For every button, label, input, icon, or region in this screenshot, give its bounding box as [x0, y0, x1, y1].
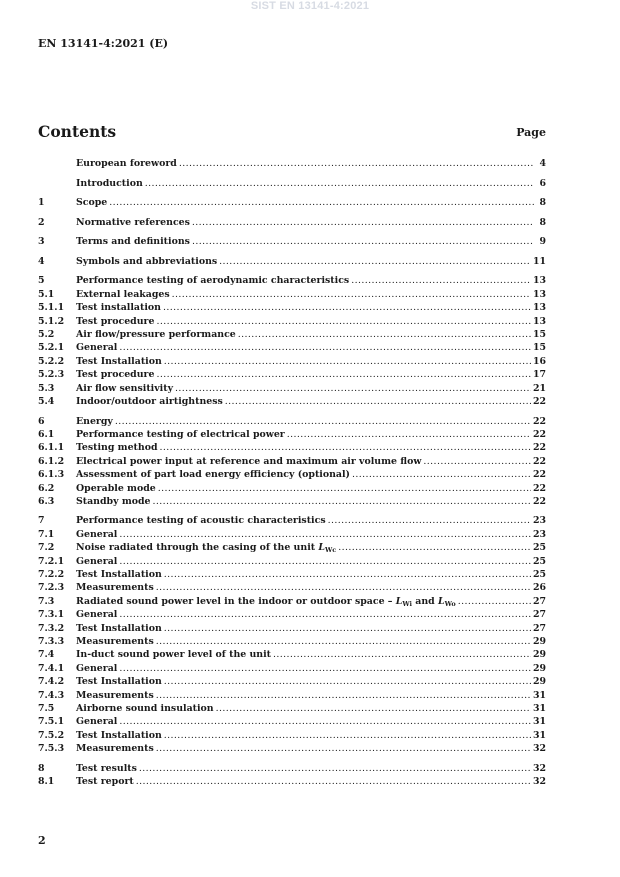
- dot-leader: [164, 675, 531, 688]
- toc-number: 6.3: [38, 495, 55, 507]
- toc-number: 6.1.3: [38, 469, 65, 481]
- watermark: SIST EN 13141-4:2021: [250, 0, 370, 12]
- toc-title: Test Installation: [76, 622, 162, 634]
- dot-leader: [158, 482, 531, 495]
- dot-leader: [458, 595, 531, 608]
- dot-leader: [119, 555, 531, 568]
- toc-page-number: 23: [532, 515, 546, 527]
- toc-number: 7.2.1: [38, 555, 65, 567]
- toc-page-number: 32: [532, 743, 546, 755]
- toc-page-number: 32: [532, 762, 546, 774]
- toc-number: 8: [38, 762, 45, 774]
- toc-number: 5: [38, 275, 45, 287]
- toc-page-number: 29: [532, 676, 546, 688]
- dot-leader: [156, 742, 531, 755]
- toc-number: 5.1.2: [38, 315, 65, 327]
- toc-entry[interactable]: [38, 341, 546, 354]
- dot-leader: [216, 702, 531, 715]
- toc-title: Test Installation: [76, 676, 162, 688]
- toc-title: Introduction: [76, 177, 143, 189]
- toc-page-number: 22: [532, 415, 546, 427]
- toc-page-number: 22: [532, 469, 546, 481]
- toc-page-number: 26: [532, 582, 546, 594]
- dot-leader: [156, 368, 531, 381]
- toc-title: Measurements: [76, 689, 154, 701]
- toc-title: Measurements: [76, 743, 154, 755]
- dot-leader: [164, 729, 531, 742]
- toc-page-number: 13: [532, 275, 546, 287]
- symbol-subscript: Wo: [444, 599, 456, 608]
- dot-leader: [164, 568, 531, 581]
- toc-number: 1: [38, 197, 45, 209]
- toc-page-number: 25: [532, 555, 546, 567]
- dot-leader: [163, 301, 531, 314]
- toc-entry[interactable]: [38, 395, 546, 408]
- toc-page-number: 29: [532, 636, 546, 647]
- toc-title: Test Installation: [76, 355, 162, 367]
- toc-number: 5.2.2: [38, 355, 65, 367]
- toc-title: Noise radiated through the casing of the unit $L_{Wc}$: [76, 542, 337, 555]
- dot-leader: [119, 528, 531, 541]
- dot-leader: [145, 177, 534, 190]
- toc-entry[interactable]: [38, 441, 546, 454]
- symbol-subscript: Wc: [324, 546, 337, 555]
- toc-entry[interactable]: [38, 581, 546, 594]
- dot-leader: [179, 157, 534, 170]
- toc-number: 7.3: [38, 595, 55, 607]
- toc-entry[interactable]: [38, 762, 546, 775]
- dot-leader: [136, 775, 531, 788]
- toc-title: In-duct sound power level of the unit: [76, 649, 272, 661]
- dot-leader: [156, 689, 531, 702]
- toc-number: 7.4: [38, 649, 55, 661]
- toc-entry[interactable]: [38, 775, 546, 788]
- toc-title: Electrical power input at reference and maximum air volume flow: [76, 455, 422, 467]
- toc-number: 5.2.3: [38, 369, 65, 381]
- toc-number: 5.4: [38, 395, 55, 407]
- dot-leader: [139, 762, 531, 775]
- toc-page-number: 8: [539, 197, 546, 209]
- toc-title: Air flow/pressure performance: [76, 329, 236, 341]
- toc-entry[interactable]: [38, 541, 546, 554]
- toc-page-number: 25: [532, 569, 546, 581]
- dot-leader: [172, 288, 531, 301]
- toc-entry[interactable]: [38, 482, 546, 495]
- dot-leader: [160, 441, 531, 454]
- toc-entry[interactable]: [38, 216, 546, 229]
- toc-entry[interactable]: [38, 428, 546, 441]
- toc-number: 6.2: [38, 482, 55, 494]
- toc-number: 7.4.1: [38, 662, 65, 674]
- dot-leader: [351, 274, 531, 287]
- toc-title: Normative references: [76, 216, 190, 228]
- toc-page-number: 25: [532, 542, 546, 554]
- toc-title: Scope: [76, 197, 108, 209]
- toc-number: 7.5.1: [38, 716, 65, 728]
- toc-entry[interactable]: [38, 157, 546, 170]
- toc-title: Indoor/outdoor airtightness: [76, 395, 223, 407]
- toc-page-number: 27: [532, 609, 546, 621]
- dot-leader: [328, 514, 531, 527]
- dot-leader: [175, 382, 531, 395]
- toc-entry[interactable]: [38, 355, 546, 368]
- toc-number: 5.2.1: [38, 342, 65, 354]
- toc-page-number: 32: [532, 776, 546, 788]
- toc-page-number: 29: [532, 662, 546, 674]
- toc-number: 7.5.3: [38, 743, 65, 755]
- toc-title: General: [76, 555, 118, 567]
- toc-number: 8.1: [38, 776, 55, 788]
- toc-entry[interactable]: [38, 742, 546, 755]
- toc-title: Performance testing of electrical power: [76, 428, 285, 440]
- dot-leader: [192, 216, 534, 229]
- toc-number: 7.2.3: [38, 582, 65, 594]
- toc-title: General: [76, 609, 118, 621]
- dot-leader: [219, 255, 531, 268]
- toc-entry[interactable]: [38, 468, 546, 481]
- dot-leader: [119, 662, 531, 675]
- toc-page-number: 6: [539, 177, 546, 189]
- toc-entry[interactable]: [38, 415, 546, 428]
- toc-number: 7.4.3: [38, 689, 65, 701]
- toc-entry[interactable]: [38, 662, 546, 675]
- toc-entry[interactable]: [38, 274, 546, 287]
- toc-title: Measurements: [76, 582, 154, 594]
- toc-title: European foreword: [76, 158, 177, 169]
- toc-entry[interactable]: [38, 595, 546, 608]
- toc-number: 7: [38, 515, 45, 527]
- toc-page-number: 31: [532, 702, 546, 714]
- symbol: L: [438, 595, 445, 607]
- toc-page-number: 22: [532, 428, 546, 440]
- toc-page-number: 13: [532, 315, 546, 327]
- toc-entry[interactable]: [38, 196, 546, 209]
- toc-title: Test Installation: [76, 729, 162, 741]
- toc-page-number: 29: [532, 649, 546, 661]
- toc-entry[interactable]: [38, 675, 546, 688]
- toc-title: Radiated sound power level in the indoor or outdoor space – $L_{Wi}$ and $L_{Wo}$: [76, 595, 456, 608]
- toc-title: Test procedure: [76, 369, 155, 381]
- dot-leader: [164, 622, 531, 635]
- toc-page-number: 15: [532, 342, 546, 354]
- toc-title: Standby mode: [76, 495, 151, 507]
- toc-number: 2: [38, 216, 45, 228]
- dot-leader: [109, 196, 534, 209]
- toc-title: Energy: [76, 415, 113, 427]
- toc-page-number: 4: [539, 158, 546, 169]
- dot-leader: [423, 455, 531, 468]
- toc-page-number: 27: [532, 595, 546, 607]
- toc-page-number: 22: [532, 395, 546, 407]
- toc-title: General: [76, 528, 118, 540]
- toc-number: 7.3.3: [38, 636, 65, 647]
- toc-title: Symbols and abbreviations: [76, 255, 218, 267]
- toc-entry[interactable]: [38, 635, 546, 648]
- toc-title: Operable mode: [76, 482, 156, 494]
- toc-entry[interactable]: [38, 715, 546, 728]
- toc-title: Test installation: [76, 302, 161, 314]
- toc-number: 5.1: [38, 288, 55, 300]
- page-title: Contents: [38, 122, 117, 141]
- dot-leader: [156, 581, 531, 594]
- toc-number: 7.2.2: [38, 569, 65, 581]
- toc-entry[interactable]: [38, 328, 546, 341]
- toc-title: Test Installation: [76, 569, 162, 581]
- toc-entry[interactable]: [38, 608, 546, 621]
- dot-leader: [156, 315, 531, 328]
- toc-page-number: 31: [532, 729, 546, 741]
- symbol: L: [395, 595, 403, 607]
- toc-entry[interactable]: [38, 177, 546, 190]
- toc-title: General: [76, 342, 118, 354]
- dot-leader: [115, 415, 531, 428]
- toc-page-number: 16: [532, 355, 546, 367]
- dot-leader: [119, 341, 531, 354]
- document-id: EN 13141-4:2021 (E): [38, 37, 169, 50]
- toc-entry[interactable]: [38, 729, 546, 742]
- toc-page-number: 13: [532, 302, 546, 314]
- toc-entry[interactable]: [38, 235, 546, 248]
- toc-page-number: 21: [532, 382, 546, 394]
- toc-number: 7.3.1: [38, 609, 65, 621]
- toc-page-number: 31: [532, 716, 546, 728]
- dot-leader: [225, 395, 531, 408]
- toc-entry[interactable]: [38, 315, 546, 328]
- toc-entry[interactable]: [38, 382, 546, 395]
- page-column-label: Page: [516, 126, 546, 139]
- toc-page-number: 27: [532, 622, 546, 634]
- toc-page-number: 11: [532, 255, 546, 267]
- toc-page-number: 9: [539, 236, 546, 248]
- dot-leader: [119, 715, 531, 728]
- toc-title: Test procedure: [76, 315, 155, 327]
- toc-number: 7.5: [38, 702, 55, 714]
- toc-title: Testing method: [76, 442, 158, 454]
- toc-title: Assessment of part load energy efficiency (optional): [76, 469, 350, 481]
- toc-entry[interactable]: [38, 555, 546, 568]
- toc-entry[interactable]: [38, 514, 546, 527]
- toc-number: 5.2: [38, 329, 55, 341]
- toc-entry[interactable]: [38, 368, 546, 381]
- toc-number: 6.1.1: [38, 442, 65, 454]
- toc-page-number: 17: [532, 369, 546, 381]
- toc-title: Test report: [76, 776, 134, 788]
- toc-page-number: 22: [532, 455, 546, 467]
- toc-page-number: 15: [532, 329, 546, 341]
- toc-page-number: 22: [532, 495, 546, 507]
- dot-leader: [352, 468, 531, 481]
- toc-title: Airborne sound insulation: [76, 702, 214, 714]
- dot-leader: [338, 541, 531, 554]
- dot-leader: [153, 495, 531, 508]
- toc-entry[interactable]: [38, 568, 546, 581]
- toc-page-number: 22: [532, 442, 546, 454]
- table-of-contents: [38, 157, 546, 788]
- dot-leader: [238, 328, 531, 341]
- toc-entry[interactable]: [38, 648, 546, 661]
- toc-number: 5.3: [38, 382, 55, 394]
- toc-number: 6.1.2: [38, 455, 65, 467]
- dot-leader: [119, 608, 531, 621]
- toc-entry[interactable]: [38, 495, 546, 508]
- toc-title: External leakages: [76, 288, 170, 300]
- toc-page-number: 8: [539, 216, 546, 228]
- dot-leader: [273, 648, 531, 661]
- toc-number: 7.2: [38, 542, 55, 554]
- toc-title: General: [76, 662, 118, 674]
- toc-page-number: 31: [532, 689, 546, 701]
- dot-leader: [287, 428, 531, 441]
- toc-title: Air flow sensitivity: [76, 382, 174, 394]
- symbol-subscript: Wi: [402, 599, 413, 608]
- dot-leader: [192, 235, 534, 248]
- toc-entry[interactable]: [38, 455, 546, 468]
- toc-entry[interactable]: [38, 689, 546, 702]
- toc-page-number: 23: [532, 528, 546, 540]
- toc-entry[interactable]: [38, 255, 546, 268]
- toc-number: 4: [38, 255, 45, 267]
- toc-number: 3: [38, 236, 45, 248]
- toc-title: General: [76, 716, 118, 728]
- toc-number: 7.1: [38, 528, 55, 540]
- page-number: 2: [38, 834, 46, 847]
- toc-title: Measurements: [76, 636, 154, 647]
- toc-title: Terms and definitions: [76, 236, 190, 248]
- toc-number: 6.1: [38, 428, 55, 440]
- toc-entry[interactable]: [38, 702, 546, 715]
- toc-entry[interactable]: [38, 622, 546, 635]
- toc-entry[interactable]: [38, 288, 546, 301]
- toc-title: Performance testing of aerodynamic characteristics: [76, 275, 350, 287]
- dot-leader: [156, 635, 531, 648]
- toc-entry[interactable]: [38, 528, 546, 541]
- toc-number: 6: [38, 415, 45, 427]
- toc-page-number: 22: [532, 482, 546, 494]
- symbol: L: [318, 542, 325, 554]
- toc-number: 5.1.1: [38, 302, 65, 314]
- toc-title: Test results: [76, 762, 137, 774]
- toc-number: 7.4.2: [38, 676, 65, 688]
- toc-entry[interactable]: [38, 301, 546, 314]
- toc-number: 7.5.2: [38, 729, 65, 741]
- toc-number: 7.3.2: [38, 622, 65, 634]
- toc-title: Performance testing of acoustic characteristics: [76, 515, 326, 527]
- dot-leader: [164, 355, 531, 368]
- toc-page-number: 13: [532, 288, 546, 300]
